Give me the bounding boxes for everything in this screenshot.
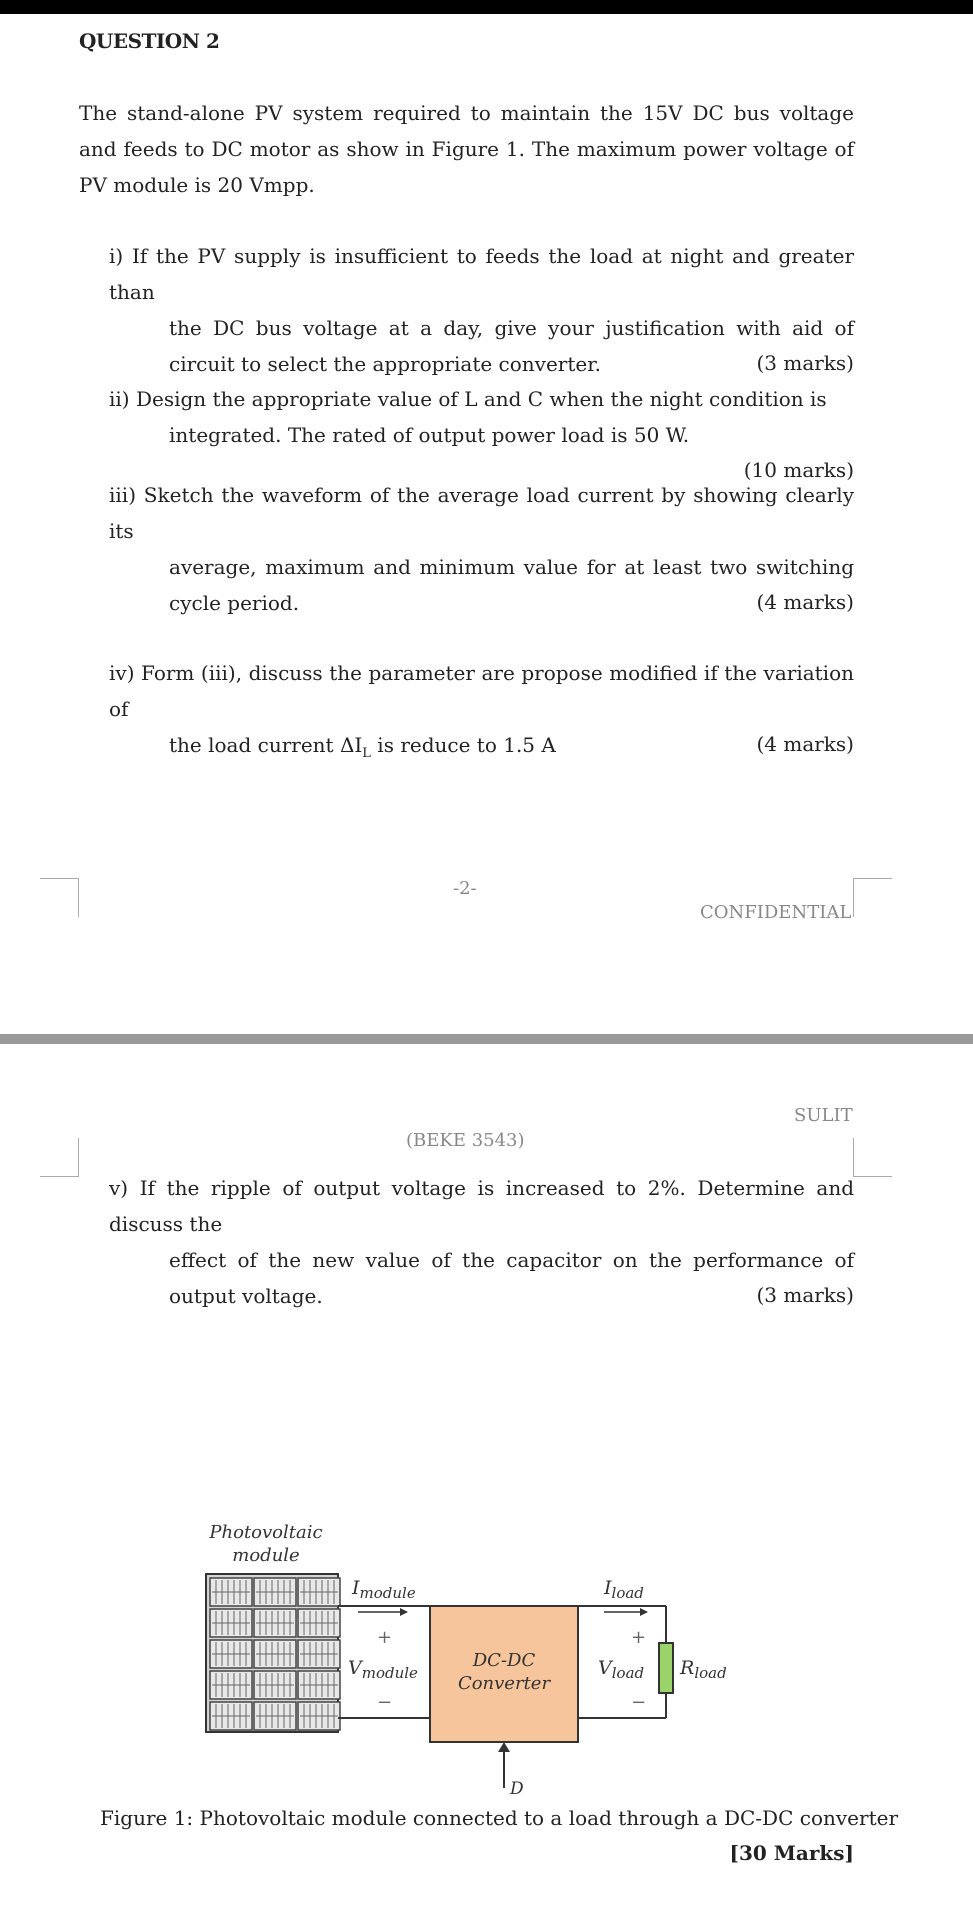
load-resistor xyxy=(659,1643,673,1693)
svg-text:−: − xyxy=(631,1692,647,1713)
question-intro: The stand-alone PV system required to maintain the 15V DC bus voltage and feeds to DC motor as show in Figure 1. The maximum power voltage of PV module is 20 Vmpp. xyxy=(79,101,854,197)
svg-text:Converter: Converter xyxy=(457,1673,551,1694)
crop-mark xyxy=(40,878,79,917)
question-title: QUESTION 2 xyxy=(79,29,220,53)
sulit-label: SULIT xyxy=(794,1105,853,1126)
i-load-label: $I_{load}$ xyxy=(604,1577,644,1602)
pv-panel xyxy=(206,1574,340,1732)
top-border xyxy=(0,0,973,14)
svg-text:−: − xyxy=(377,1692,393,1713)
svg-text:DC-DC: DC-DC xyxy=(472,1650,536,1671)
marks-ii: (10 marks) xyxy=(743,458,854,482)
page-divider xyxy=(0,1034,973,1044)
marks-iii: (4 marks) xyxy=(756,590,854,614)
total-marks: [30 Marks] xyxy=(729,1841,854,1865)
svg-text:+: + xyxy=(631,1627,647,1648)
svg-text:+: + xyxy=(377,1627,393,1648)
confidential-label: CONFIDENTIAL xyxy=(700,902,852,923)
page-number: -2- xyxy=(453,878,477,899)
crop-mark xyxy=(40,1138,79,1177)
marks-v: (3 marks) xyxy=(756,1283,854,1307)
question-item-v: v) If the ripple of output voltage is increased to 2%. Determine and discuss the effect of the new value of the capacitor on the performance of output voltage. xyxy=(109,1176,854,1308)
v-module-label: $V_{module}$ xyxy=(348,1657,418,1682)
crop-mark xyxy=(853,878,892,917)
pv-label-line1: Photovoltaic xyxy=(209,1522,323,1543)
i-module-label: $I_{module}$ xyxy=(352,1577,416,1602)
crop-mark xyxy=(853,1138,892,1177)
question-item-i: i) If the PV supply is insufficient to feeds the load at night and greater than the DC bus voltage at a day, give your justification with aid of circuit to select the appropriate converter. xyxy=(109,244,855,376)
v-load-label: $V_{load}$ xyxy=(598,1657,645,1682)
question-item-iii: iii) Sketch the waveform of the average load current by showing clearly its average, maximum and minimum value for at least two switching cycle period. xyxy=(109,483,854,615)
pv-circuit-diagram xyxy=(180,1510,760,1800)
r-load-label: $R_{load}$ xyxy=(680,1657,727,1682)
question-item-ii: ii) Design the appropriate value of L and C when the night condition is integrated. The rated of output power load is 50 W. xyxy=(109,387,827,447)
marks-iv: (4 marks) xyxy=(756,732,854,756)
figure-caption: Figure 1: Photovoltaic module connected to a load through a DC-DC converter xyxy=(100,1806,898,1830)
duty-cycle-label: D xyxy=(510,1779,524,1799)
course-code: (BEKE 3543) xyxy=(406,1130,525,1151)
marks-i: (3 marks) xyxy=(756,351,854,375)
pv-label-line2: module xyxy=(232,1545,300,1566)
question-item-iv: iv) Form (iii), discuss the parameter are propose modified if the variation of the load current $\Delta I_L$ is reduce to 1.5 A xyxy=(109,661,855,761)
